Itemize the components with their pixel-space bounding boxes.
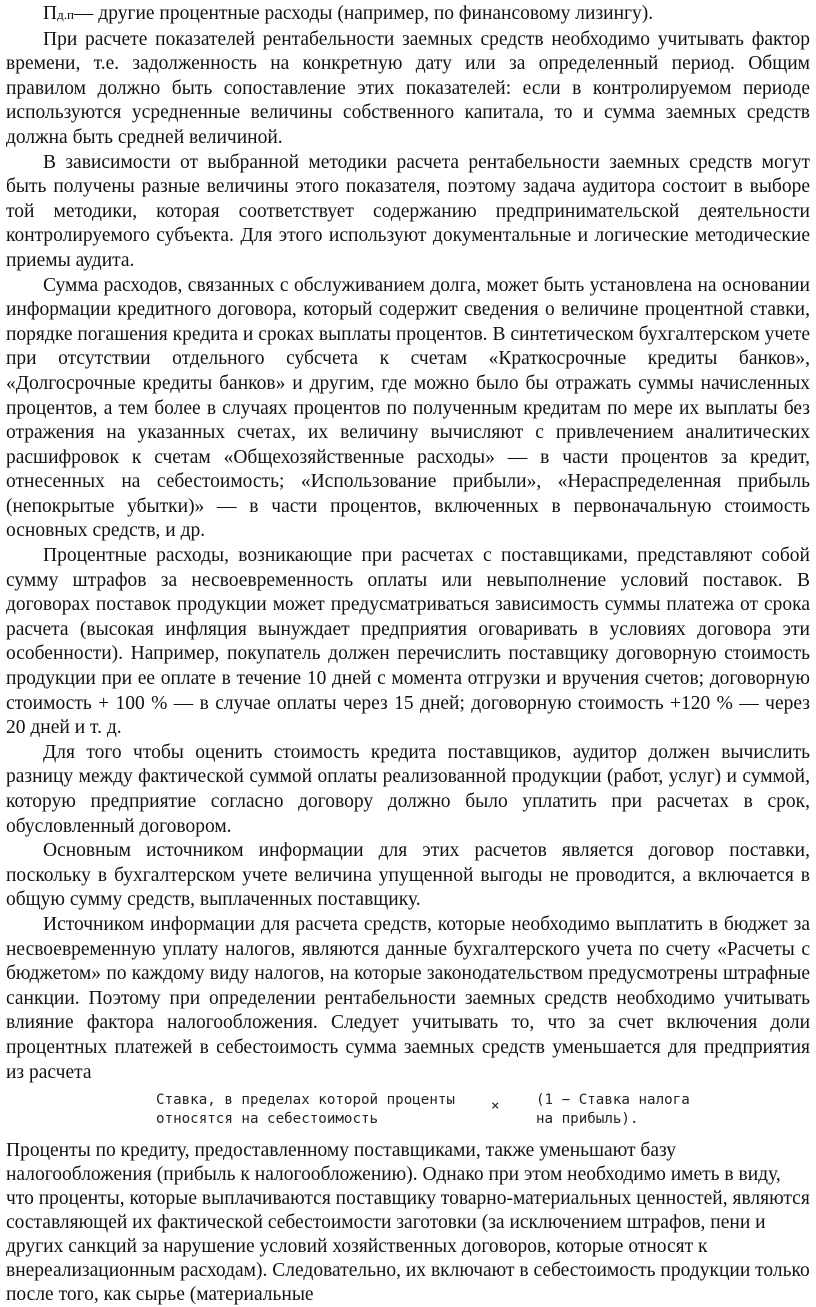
paragraph-tax-penalties: Источником информации для расчета средств, которые необходимо выплатить в бюджет за несвоевременную уплату налогов, являются данные бухгалтерского учета по счету «Расчеты с бюджетом» по каждому виду налогов, на которые законодательством предусмотрены штрафные санкции. Поэтому при определении рентабельности заемных средств необходимо учитывать влияние фактора налогообложения. Следует учитывать то, что за счет включения доли процентных платежей в себестоимость сумма заемных средств уменьшается для предприятия из расчета [6,913,810,1083]
symbol-p: П [43,3,58,24]
symbol-subscript: д.п [57,7,74,22]
formula-right-line2: на прибыль). [536,1111,639,1128]
paragraph-methodology: В зависимости от выбранной методики расчета рентабельности заемных средств могут быть получены разные величины этого показателя, поэтому задача аудитора состоит в выборе той методики, которая соответствует содержанию предпринимательской деятельности контролируемого субъекта. Для этого используют документальные и логические методические приемы аудита. [6,151,810,271]
paragraph-time-factor: При расчете показателей рентабельности заемных средств необходимо учитывать фактор времени, т.е. задолженность на конкретную дату или за определенный период. Общим правилом должно быть сопоставление этих показателей: если в контролируемом периоде используются усредненные величины собственного капитала, то и сумма заемных средств должна быть средней величиной. [6,28,810,148]
paragraph-supplier-interest: Процентные расходы, возникающие при расчетах с поставщиками, представляют собой сумму штрафов за несвоевременность оплаты или невыполнение условий поставок. В договорах поставок продукции может предусматриваться зависимость суммы платежа от срока расчета (высокая инфляция вынуждает предприятия оговаривать в условиях договора эти особенности). Например, покупатель должен перечислить поставщику договорную стоимость продукции при ее оплате в течение 10 дней с момента отгрузки и вручения счетов; договорную стоимость + 100 % — в случае оплаты через 15 дней; договорную стоимость +120 % — через 20 дней и т. д. [6,545,810,739]
paragraph-debt-expenses: Сумма расходов, связанных с обслуживанием долга, может быть установлена на основании информации кредитного договора, который содержит сведения о величине процентной ставки, порядке погашения кредита и сроках выплаты процентов. В синтетическом бухгалтерском учете при отсутствии отдельного субсчета к счетам «Краткосрочные кредиты банков», «Долгосрочные кредиты банков» и другим, где можно было бы отражать суммы начисленных процентов, а тем более в случаях процентов по полученным кредитам по мере их выплаты без отражения на указанных счетах, их величину вычисляют с привлечением аналитических расшифровок к счетам «Общехозяйственные расходы» — в части процентов за кредит, отнесенных на себестоимость; «Использование прибыли», «Нераспределенная прибыль (непокрытые убытки)» — в части процентов, включенных в первоначальную стоимость основных средств, и др. [6,274,810,542]
paragraph-supplier-credit-cost: Для того чтобы оценить стоимость кредита поставщиков, аудитор должен вычислить разницу между фактической суммой оплаты реализованной продукции (работ, услуг) и суммой, которую предприятие согласно договору должно было уплатить при расчетах в срок, обусловленный договором. [6,741,810,837]
paragraph-information-source: Основным источником информации для этих расчетов является договор поставки, поскольку в бухгалтерском учете величина упущенной выгоды не проводится, а включается в общую сумму средств, выплаченных поставщику. [6,840,810,911]
formula-multiply-sign: × [491,1098,500,1115]
paragraph-text: — другие процентные расходы (например, по финансовому лизингу). [73,3,654,24]
formula-left-line1: Ставка, в пределах которой проценты [156,1092,455,1109]
paragraph-other-interest [6,2,810,28]
formula-right [536,1091,736,1129]
formula-left [156,1091,491,1129]
formula-left-line2: относятся на себестоимость [156,1111,379,1128]
paragraph-supplier-credit-tax: Проценты по кредиту, предоставленному поставщиками, также уменьшают базу налогообложения (прибыль к налогообложению). Однако при этом необходимо иметь в виду, что проценты, которые выплачиваются поставщику товарно-материальных ценностей, являются составляющей их фактической себестоимости заготовки (за исключением штрафов, пени и других санкций за нарушение условий хозяйственных договоров, которые относят к внереализационным расходам). Следовательно, их включают в себестоимость продукции только после того, как сырье (материальные [6,1140,810,1306]
formula [156,1091,810,1129]
formula-right-line1: (1 − Ставка налога [536,1092,690,1109]
